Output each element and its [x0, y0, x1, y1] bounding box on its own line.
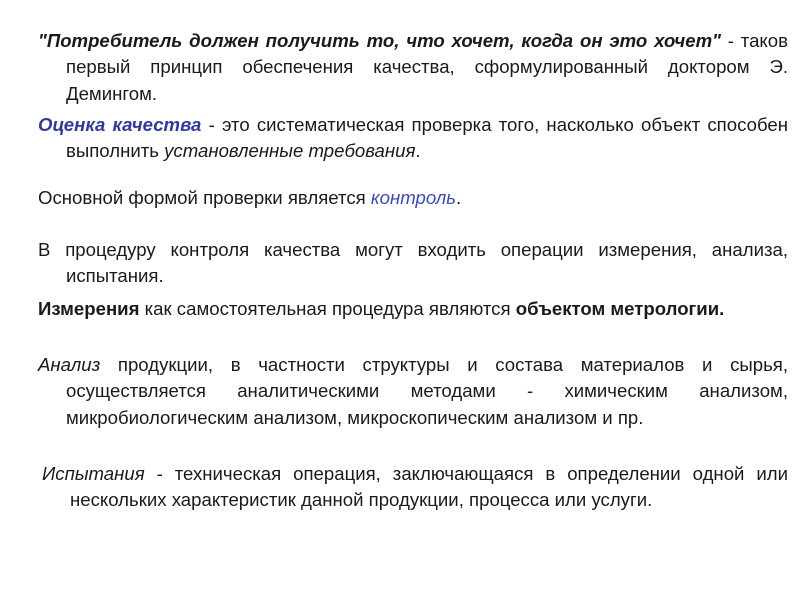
paragraph-control-operations — [38, 237, 788, 290]
analysis-text: продукции, в частности структуры и состава материалов и сырья, осуществляется аналитическими методами - химическим анализом, микробиологическим анализом, микроскопическим анализом и пр. — [66, 354, 788, 428]
deming-quote: "Потребитель должен получить то, что хочет, когда он это хочет" — [38, 30, 721, 51]
term-analysis: Анализ — [38, 354, 101, 375]
control-operations-text: В процедуру контроля качества могут входить операции измерения, анализа, испытания. — [38, 239, 788, 287]
established-requirements: установленные требования — [164, 140, 416, 162]
control-end: . — [456, 187, 462, 208]
paragraph-control — [38, 185, 788, 211]
deming-principle-text: - таков первый принцип обеспечения качества, сформулированный доктором Э. Демингом. — [66, 30, 788, 104]
term-measurements: Измерения — [38, 298, 140, 319]
quality-assessment-definition: - это систематическая проверка того, насколько объект способен выполнить — [66, 114, 788, 162]
metrology-object: объектом метрологии. — [515, 298, 725, 319]
control-intro: Основной формой проверки является — [38, 187, 371, 208]
paragraph-analysis — [38, 352, 788, 431]
term-quality-assessment: Оценка качества — [38, 114, 202, 135]
quality-assessment-end: . — [415, 140, 421, 162]
term-testing: Испытания — [42, 463, 145, 484]
paragraph-deming-principle — [38, 28, 788, 107]
paragraph-measurements — [38, 296, 788, 322]
term-control: контроль — [370, 187, 457, 208]
measurements-text: как самостоятельная процедура являются — [139, 298, 516, 319]
paragraph-quality-assessment — [38, 112, 788, 165]
paragraph-testing — [42, 461, 788, 514]
testing-text: - техническая операция, заключающаяся в определении одной или нескольких характеристик данной продукции, процесса или услуги. — [70, 463, 788, 511]
